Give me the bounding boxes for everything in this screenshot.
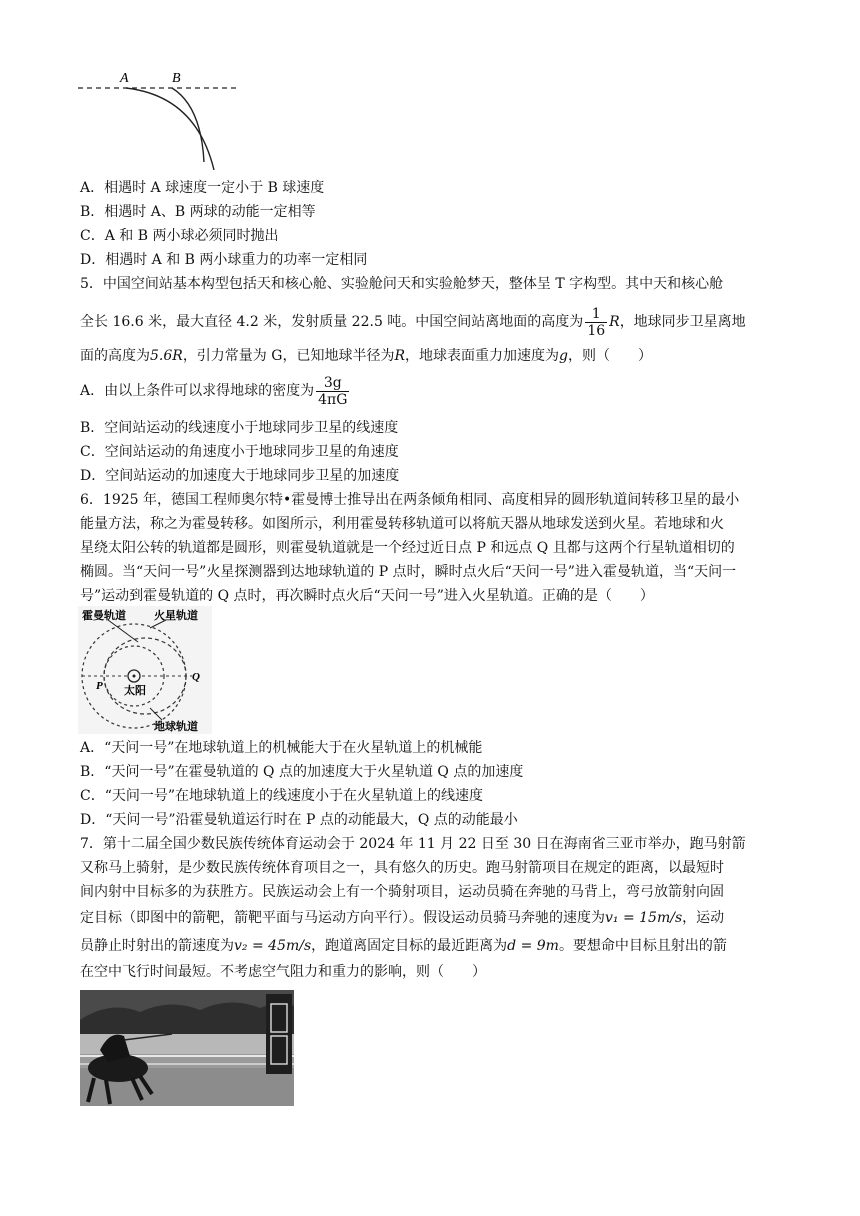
label-a: A [120,71,129,86]
label-b: B [172,71,181,86]
q6-stem-line1: 6．1925 年，德国工程师奥尔特•霍曼博士推导出在两条倾角相同、高度相异的圆形轨道间转移卫星的最小 [80,492,740,508]
sun-label: 太阳 [124,684,146,697]
q4-option-c: C．A 和 B 两小球必须同时抛出 [80,228,279,244]
q6-stem-line2: 能量方法，称之为霍曼转移。如图所示，利用霍曼转移轨道可以将航天器从地球发送到火星。若地球和火 [80,516,724,532]
archery-target-icon [266,994,292,1074]
q5-option-c: C．空间站运动的角速度小于地球同步卫星的角速度 [80,444,399,460]
track-distance: d = 9m [507,938,559,954]
q5-stem-line1: 5．中国空间站基本构型包括天和核心舱、实验舱问天和实验舱梦天，整体呈 T 字构型。其中天和核心舱 [80,276,724,292]
q7-stem-line3: 间内射中目标多的为获胜方。民族运动会上有一个骑射项目，运动员骑在奔驰的马背上，弯弓放箭射向固 [80,884,724,900]
q5-stem-line2: 全长 16.6 米，最大直径 4.2 米，发射质量 22.5 吨。中国空间站离地面的高度为 $\frac{1}{16}$ R，地球同步卫星离地 [80,305,746,339]
q7-stem-line5: 员静止时射出的箭速度为v₂ = 45m/s，跑道离固定目标的最近距离为d = 9m。要想命中目标且射出的箭 [80,938,727,954]
q7-stem-line6: 在空中飞行时间最短。不考虑空气阻力和重力的影响，则（ ） [80,964,486,980]
q6-option-b: B．“天问一号”在霍曼轨道的 Q 点的加速度大于火星轨道 Q 点的加速度 [80,764,524,780]
horse-speed: v₁ = 15m/s [605,910,683,926]
hohmann-orbit-label: 霍曼轨道 [82,609,126,622]
point-q-label: Q [192,671,200,683]
hohmann-diagram [78,606,212,734]
q5-option-d: D．空间站运动的加速度大于地球同步卫星的加速度 [80,468,400,484]
q6-stem-line4: 椭圆。当“天问一号”火星探测器到达地球轨道的 P 点时，瞬时点火后“天问一号”进入霍曼轨道，当“天问一 [80,564,737,580]
earth-orbit-label: 地球轨道 [154,720,198,733]
q5-option-b: B．空间站运动的线速度小于地球同步卫星的线速度 [80,420,399,436]
point-p-label: P [96,680,103,692]
q6-stem-line5: 号”运动到霍曼轨道的 Q 点时，再次瞬时点火后“天问一号”进入火星轨道。正确的是（ ） [80,588,654,604]
q6-option-a: A．“天问一号”在地球轨道上的机械能大于在火星轨道上的机械能 [80,740,483,756]
q4-option-d: D．相遇时 A 和 B 两小球重力的功率一定相同 [80,252,368,268]
q7-stem-line1: 7．第十二届全国少数民族传统体育运动会于 2024 年 11 月 22 日至 30 日在海南省三亚市举办，跑马射箭 [80,836,746,852]
trajectory-a [126,88,214,170]
q7-stem-line4: 定目标（即图中的箭靶，箭靶平面与马运动方向平行）。假设运动员骑马奔驰的速度为v₁ = 15m/s，运动 [80,910,725,926]
mars-orbit-label: 火星轨道 [154,609,198,622]
q5-height-fraction: $\frac{1}{16}$ [587,305,606,339]
q6-option-d: D．“天问一号”沿霍曼轨道运行时在 P 点的动能最大，Q 点的动能最小 [80,812,518,828]
q7-stem-line2: 又称马上骑射，是少数民族传统体育项目之一，具有悠久的历史。跑马射箭项目在规定的距离，以最短时 [80,860,724,876]
q5-stem-line3: 面的高度为5.6R，引力常量为 G，已知地球半径为R，地球表面重力加速度为g，则（ ） [80,348,652,364]
horseback-archery-photo [80,990,294,1106]
arrow-speed: v₂ = 45m/s [234,938,312,954]
q5-density-fraction: $\frac{3g}{4\pi G}$ [318,374,348,408]
q5-option-a: A．由以上条件可以求得地球的密度为 $\frac{3g}{4\pi G}$ [80,374,348,408]
q6-stem-line3: 星绕太阳公转的轨道都是圆形，则霍曼轨道就是一个经过近日点 P 和远点 Q 且都与这两个行星轨道相切的 [80,540,735,556]
q4-option-b: B．相遇时 A、B 两球的动能一定相等 [80,204,316,220]
trajectory-b [172,88,204,162]
q4-option-a: A．相遇时 A 球速度一定小于 B 球速度 [80,180,325,196]
projectile-figure [76,66,246,170]
q6-option-c: C．“天问一号”在地球轨道上的线速度小于在火星轨道上的线速度 [80,788,484,804]
